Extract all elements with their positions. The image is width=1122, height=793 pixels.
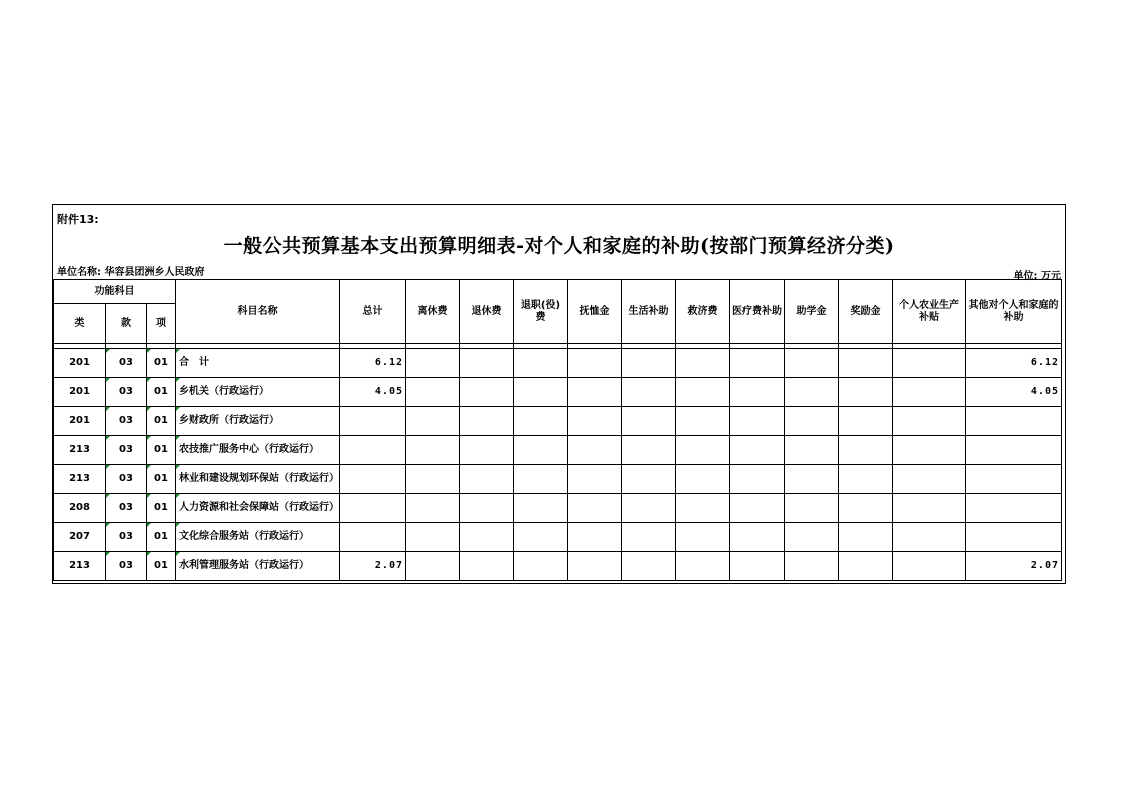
cell-zhuxue [785, 378, 839, 407]
cell-jiangli [839, 465, 893, 494]
cell-geren-anye [893, 436, 966, 465]
cell-fuxu [568, 349, 622, 378]
cell-jiangli [839, 494, 893, 523]
cell-zhuxue [785, 349, 839, 378]
cell-lei: 207 [54, 523, 106, 552]
cell-qita: 4.05 [966, 378, 1062, 407]
cell-lei: 201 [54, 378, 106, 407]
cell-tuizhi [514, 552, 568, 581]
cell-tuizhi [514, 465, 568, 494]
table-body [54, 344, 1062, 581]
cell-fuxu [568, 378, 622, 407]
cell-subject-name: 水利管理服务站（行政运行） [176, 552, 340, 581]
cell-yiliao [730, 378, 785, 407]
cell-fuxu [568, 407, 622, 436]
header-lixiu: 离休费 [406, 280, 460, 344]
cell-subject-name: 乡机关（行政运行） [176, 378, 340, 407]
cell-fuxu [568, 552, 622, 581]
table-row [54, 552, 1062, 581]
cell-jiangli [839, 552, 893, 581]
cell-subject-name: 林业和建设规划环保站（行政运行） [176, 465, 340, 494]
cell-fuxu [568, 465, 622, 494]
cell-yiliao [730, 552, 785, 581]
cell-fuxu [568, 494, 622, 523]
cell-yiliao [730, 407, 785, 436]
cell-lixiu [406, 407, 460, 436]
cell-jiuji [676, 407, 730, 436]
header-function-subject: 功能科目 [54, 280, 176, 304]
cell-lei: 208 [54, 494, 106, 523]
cell-jiuji [676, 378, 730, 407]
cell-shenghuo [622, 465, 676, 494]
cell-total: 4.05 [340, 378, 406, 407]
unit-name: 单位名称: 华容县团洲乡人民政府 [57, 267, 205, 278]
cell-geren-anye [893, 349, 966, 378]
cell-lixiu [406, 494, 460, 523]
table-row [54, 378, 1062, 407]
cell-xiang: 01 [147, 494, 176, 523]
cell-fuxu [568, 436, 622, 465]
cell-shenghuo [622, 494, 676, 523]
cell-qita [966, 436, 1062, 465]
header-geren-anye: 个人农业生产补贴 [893, 280, 966, 344]
cell-qita: 6.12 [966, 349, 1062, 378]
cell-tuizhi [514, 436, 568, 465]
cell-kuan: 03 [106, 523, 147, 552]
cell-jiuji [676, 523, 730, 552]
header-tuizhi: 退职(役)费 [514, 280, 568, 344]
cell-shenghuo [622, 436, 676, 465]
cell-total [340, 523, 406, 552]
cell-lei: 213 [54, 552, 106, 581]
attachment-label: 附件13: [57, 213, 99, 226]
page-title: 一般公共预算基本支出预算明细表-对个人和家庭的补助(按部门预算经济分类) [223, 235, 895, 257]
cell-lixiu [406, 552, 460, 581]
unit-label: 单位: 万元 [1013, 271, 1061, 282]
cell-lei: 201 [54, 407, 106, 436]
cell-kuan: 03 [106, 436, 147, 465]
cell-jiuji [676, 494, 730, 523]
cell-jiangli [839, 378, 893, 407]
cell-tuixiu [460, 494, 514, 523]
cell-total [340, 465, 406, 494]
cell-geren-anye [893, 552, 966, 581]
cell-fuxu [568, 523, 622, 552]
cell-shenghuo [622, 378, 676, 407]
header-qita: 其他对个人和家庭的补助 [966, 280, 1062, 344]
cell-zhuxue [785, 552, 839, 581]
cell-yiliao [730, 523, 785, 552]
cell-yiliao [730, 349, 785, 378]
header-shenghuo: 生活补助 [622, 280, 676, 344]
table-row [54, 407, 1062, 436]
header-subject-name: 科目名称 [176, 280, 340, 344]
cell-jiuji [676, 349, 730, 378]
cell-tuizhi [514, 523, 568, 552]
cell-tuixiu [460, 552, 514, 581]
cell-shenghuo [622, 523, 676, 552]
cell-jiangli [839, 523, 893, 552]
cell-xiang: 01 [147, 378, 176, 407]
cell-subject-name: 农技推广服务中心（行政运行） [176, 436, 340, 465]
cell-zhuxue [785, 436, 839, 465]
header-fuxu: 抚恤金 [568, 280, 622, 344]
header-xiang: 项 [147, 304, 176, 344]
cell-lei: 213 [54, 465, 106, 494]
cell-zhuxue [785, 494, 839, 523]
cell-yiliao [730, 465, 785, 494]
cell-shenghuo [622, 407, 676, 436]
cell-qita: 2.07 [966, 552, 1062, 581]
header-yiliao: 医疗费补助 [730, 280, 785, 344]
cell-tuixiu [460, 378, 514, 407]
cell-xiang: 01 [147, 552, 176, 581]
cell-subject-name: 文化综合服务站（行政运行） [176, 523, 340, 552]
cell-tuixiu [460, 407, 514, 436]
cell-jiuji [676, 552, 730, 581]
cell-lixiu [406, 523, 460, 552]
header-jiangli: 奖励金 [839, 280, 893, 344]
cell-subject-name: 乡财政所（行政运行） [176, 407, 340, 436]
cell-zhuxue [785, 523, 839, 552]
cell-xiang: 01 [147, 465, 176, 494]
cell-lixiu [406, 465, 460, 494]
cell-lei: 201 [54, 349, 106, 378]
cell-shenghuo [622, 552, 676, 581]
cell-jiuji [676, 465, 730, 494]
header-tuixiu: 退休费 [460, 280, 514, 344]
cell-tuixiu [460, 436, 514, 465]
cell-geren-anye [893, 523, 966, 552]
cell-yiliao [730, 436, 785, 465]
cell-total: 2.07 [340, 552, 406, 581]
cell-total [340, 494, 406, 523]
header-lei: 类 [54, 304, 106, 344]
cell-subject-name: 合 计 [176, 349, 340, 378]
cell-qita [966, 407, 1062, 436]
cell-zhuxue [785, 407, 839, 436]
cell-total [340, 436, 406, 465]
cell-qita [966, 494, 1062, 523]
budget-table [53, 279, 1062, 581]
budget-sheet [52, 204, 1066, 584]
cell-xiang: 01 [147, 349, 176, 378]
cell-tuizhi [514, 407, 568, 436]
header-jiuji: 救济费 [676, 280, 730, 344]
cell-total [340, 407, 406, 436]
cell-kuan: 03 [106, 552, 147, 581]
cell-yiliao [730, 494, 785, 523]
cell-geren-anye [893, 407, 966, 436]
table-row [54, 436, 1062, 465]
cell-tuixiu [460, 465, 514, 494]
cell-qita [966, 523, 1062, 552]
cell-tuizhi [514, 494, 568, 523]
cell-kuan: 03 [106, 378, 147, 407]
cell-zhuxue [785, 465, 839, 494]
cell-kuan: 03 [106, 494, 147, 523]
header-total: 总计 [340, 280, 406, 344]
cell-tuixiu [460, 349, 514, 378]
cell-subject-name: 人力资源和社会保障站（行政运行） [176, 494, 340, 523]
cell-xiang: 01 [147, 523, 176, 552]
cell-xiang: 01 [147, 436, 176, 465]
cell-kuan: 03 [106, 407, 147, 436]
cell-jiangli [839, 349, 893, 378]
cell-qita [966, 465, 1062, 494]
cell-geren-anye [893, 465, 966, 494]
cell-geren-anye [893, 494, 966, 523]
cell-jiangli [839, 407, 893, 436]
header-zhuxue: 助学金 [785, 280, 839, 344]
cell-tuizhi [514, 349, 568, 378]
cell-geren-anye [893, 378, 966, 407]
cell-lixiu [406, 349, 460, 378]
cell-jiangli [839, 436, 893, 465]
cell-kuan: 03 [106, 349, 147, 378]
cell-tuizhi [514, 378, 568, 407]
cell-kuan: 03 [106, 465, 147, 494]
cell-lei: 213 [54, 436, 106, 465]
cell-lixiu [406, 378, 460, 407]
cell-shenghuo [622, 349, 676, 378]
cell-tuixiu [460, 523, 514, 552]
cell-jiuji [676, 436, 730, 465]
cell-lixiu [406, 436, 460, 465]
table-row [54, 494, 1062, 523]
cell-total: 6.12 [340, 349, 406, 378]
table-row [54, 523, 1062, 552]
cell-xiang: 01 [147, 407, 176, 436]
table-row [54, 349, 1062, 378]
header-kuan: 款 [106, 304, 147, 344]
table-row [54, 465, 1062, 494]
